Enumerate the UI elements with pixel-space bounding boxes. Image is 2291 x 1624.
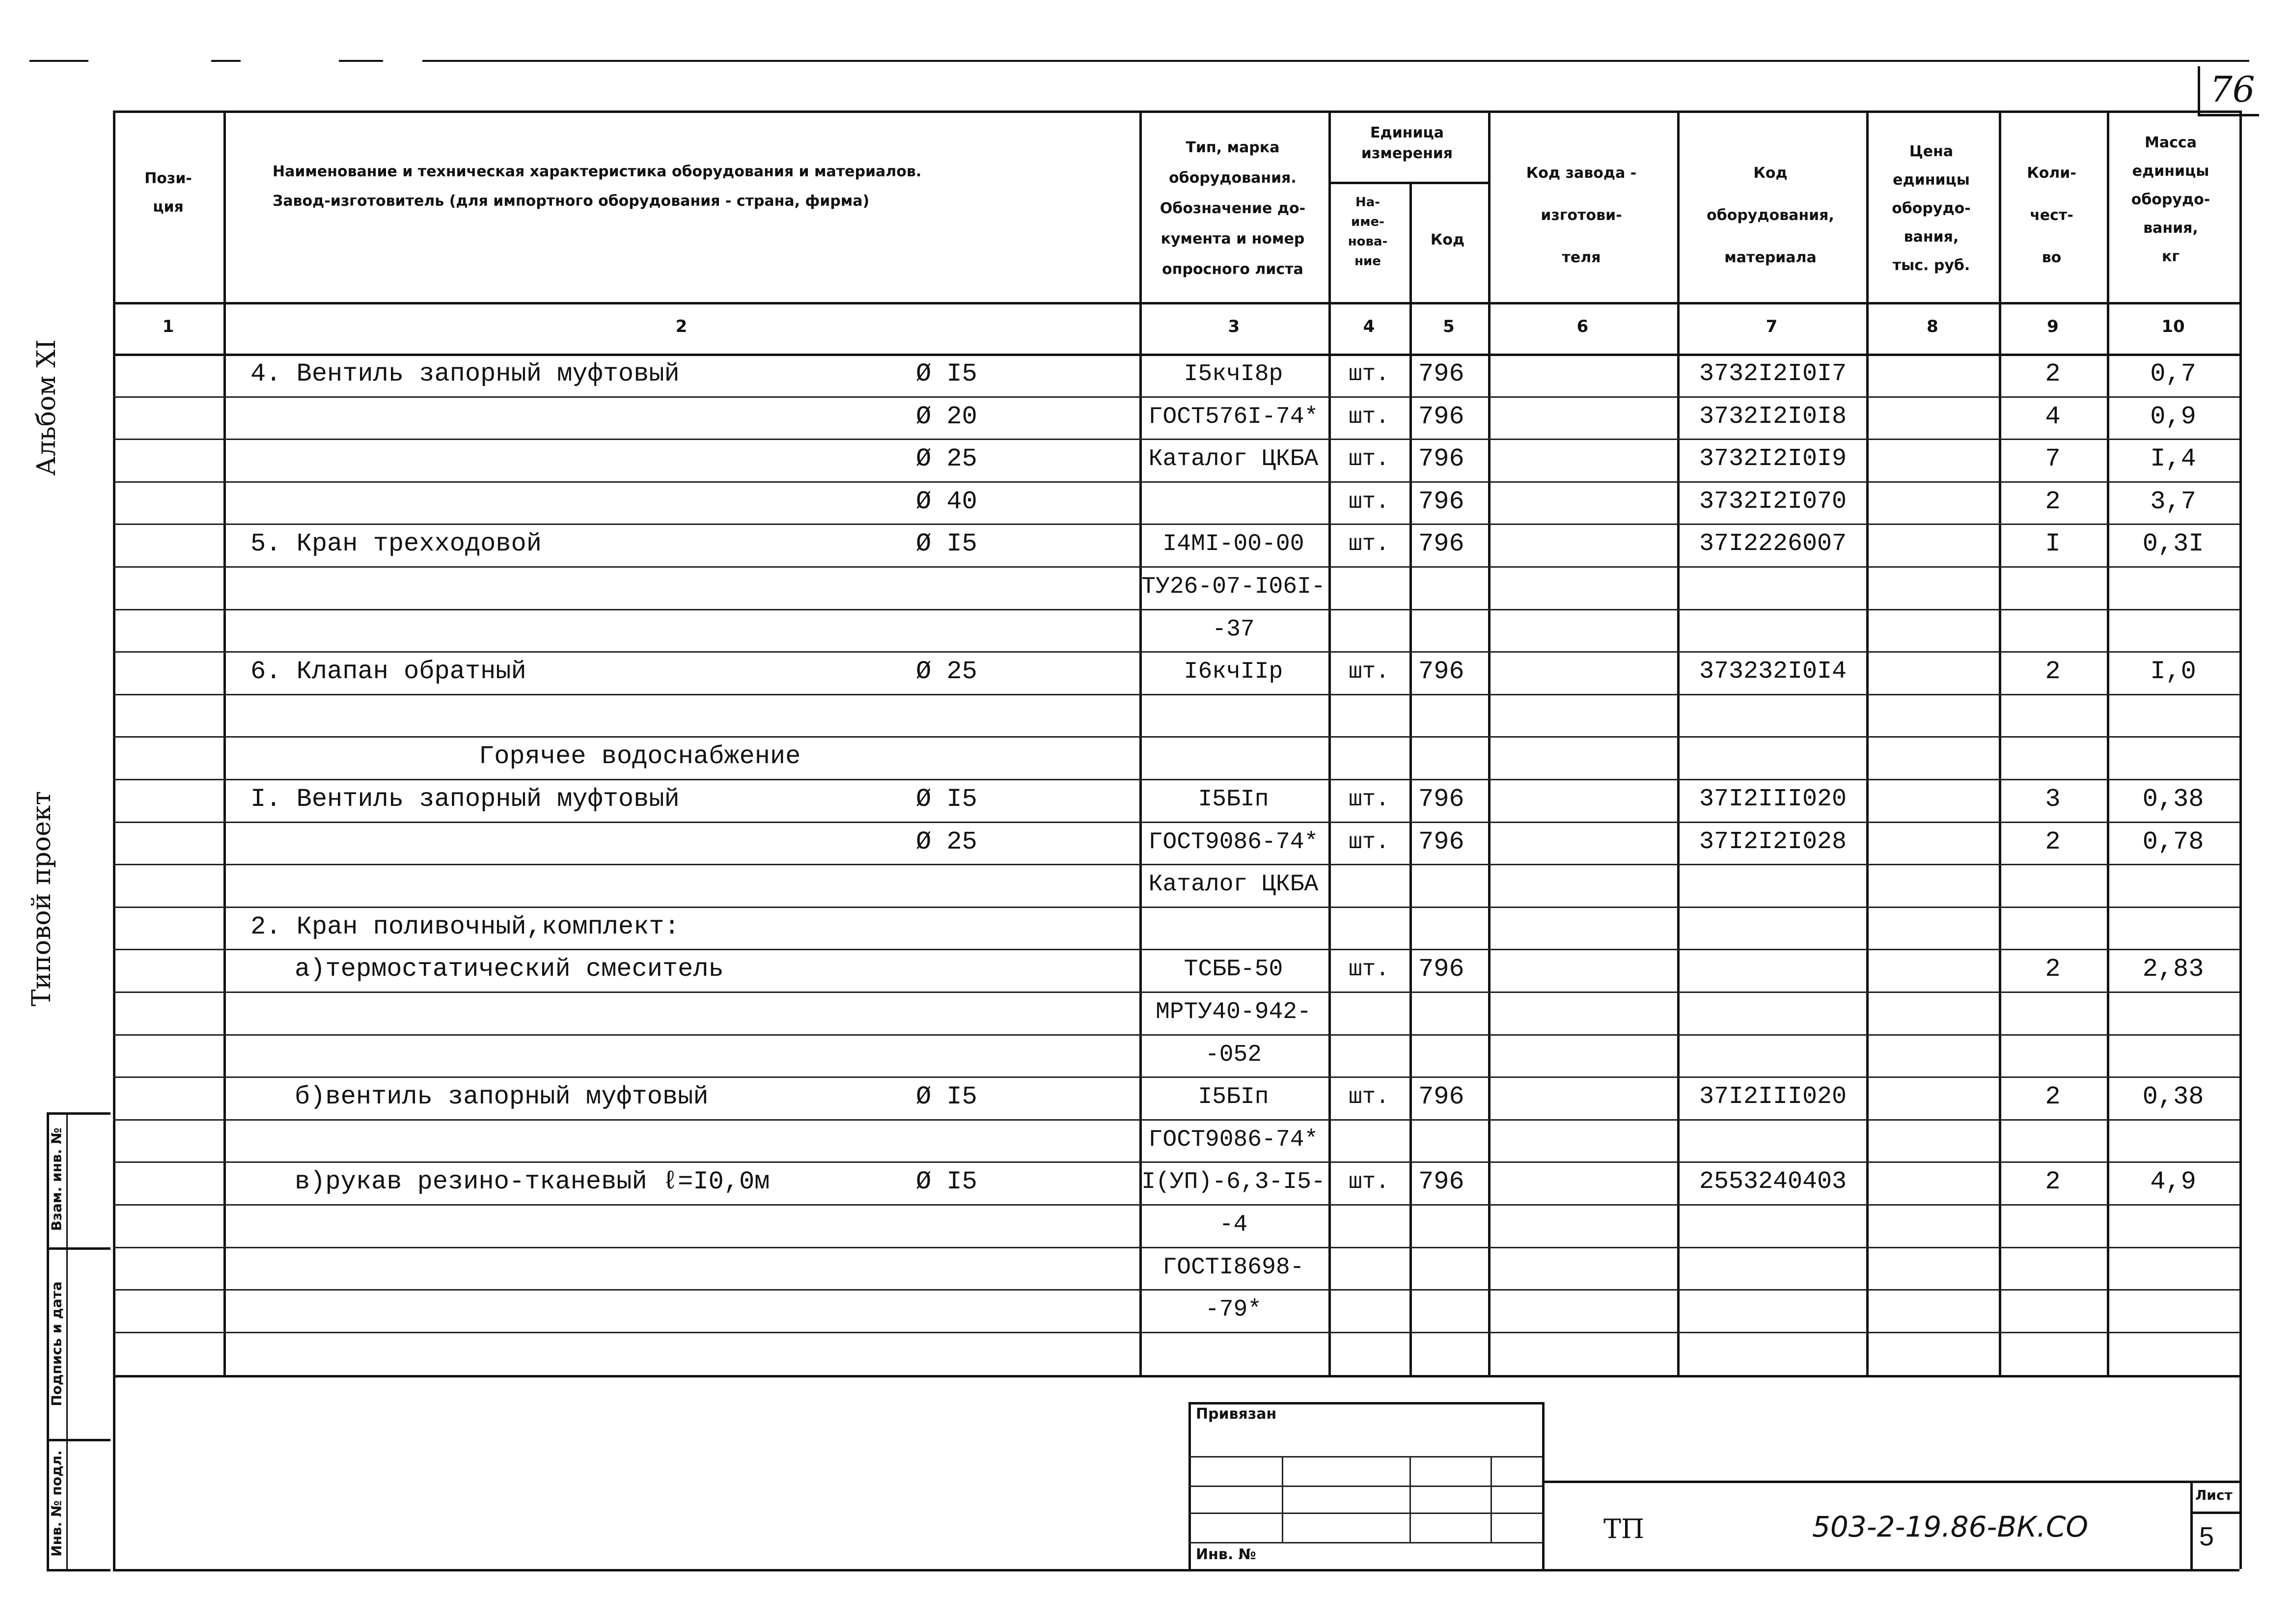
sheet-corner-number: 76 bbox=[2210, 69, 2255, 110]
tb-vline bbox=[1282, 1456, 1283, 1542]
row-type: -79* bbox=[1205, 1296, 1262, 1323]
row-mass: 0,3I bbox=[2142, 529, 2204, 558]
row-divider bbox=[113, 1204, 2239, 1206]
header-col5: Код bbox=[1430, 231, 1465, 248]
row-divider bbox=[113, 1161, 2239, 1163]
row-quantity: 2 bbox=[2045, 487, 2061, 516]
row-divider bbox=[113, 949, 2239, 950]
row-unit: шт. bbox=[1349, 446, 1389, 472]
row-diameter: Ø I5 bbox=[916, 359, 977, 388]
row-quantity: 2 bbox=[2045, 827, 2061, 856]
row-divider bbox=[113, 651, 2239, 653]
column-number: 4 bbox=[1363, 317, 1375, 336]
row-name: б)вентиль запорный муфтовый bbox=[295, 1082, 709, 1111]
row-unit: шт. bbox=[1349, 957, 1389, 982]
header-col7: Код оборудования, материала bbox=[1707, 165, 1834, 266]
title-sheet-label: Лист bbox=[2195, 1487, 2233, 1503]
row-type: ГОСТI8698- bbox=[1162, 1254, 1304, 1281]
tb-vline bbox=[1491, 1456, 1492, 1542]
row-quantity: 4 bbox=[2045, 402, 2061, 431]
row-quantity: 2 bbox=[2045, 1082, 2061, 1111]
row-divider bbox=[113, 991, 2239, 993]
tb-privyazan: Привязан bbox=[1196, 1405, 1277, 1423]
row-quantity: 2 bbox=[2045, 359, 2061, 388]
table-top-border bbox=[113, 110, 2239, 113]
row-unit-code: 796 bbox=[1418, 1082, 1464, 1111]
row-divider bbox=[113, 1119, 2239, 1121]
title-tp: ТП bbox=[1603, 1514, 1645, 1544]
row-quantity: 2 bbox=[2045, 657, 2061, 686]
row-type: -4 bbox=[1219, 1211, 1248, 1238]
row-type: I6кчIIр bbox=[1184, 659, 1283, 685]
row-diameter: Ø 25 bbox=[916, 657, 977, 686]
header-col6: Код завода - изготови- теля bbox=[1526, 165, 1637, 266]
column-number: 6 bbox=[1576, 317, 1589, 336]
row-divider bbox=[113, 481, 2239, 483]
row-unit: шт. bbox=[1349, 659, 1389, 685]
stamp-label-podpis: Подпись и дата bbox=[48, 1281, 65, 1406]
row-unit: шт. bbox=[1349, 829, 1389, 855]
row-quantity: 7 bbox=[2045, 444, 2061, 473]
row-unit: шт. bbox=[1349, 1084, 1389, 1110]
row-type: I5БIп bbox=[1198, 786, 1269, 813]
header-col8: Цена единицы оборудо- вания, тыс. руб. bbox=[1892, 143, 1971, 274]
row-material-code: 3732I2I0I7 bbox=[1699, 360, 1847, 388]
row-type: I5БIп bbox=[1198, 1084, 1269, 1110]
row-type: I(УП)-6,3-I5- bbox=[1141, 1169, 1325, 1195]
column-number: 8 bbox=[1927, 317, 1938, 336]
title-sheet-sep bbox=[2190, 1512, 2239, 1514]
header-col9: Коли- чест- во bbox=[2027, 165, 2076, 266]
row-material-code: 37I2III020 bbox=[1699, 1083, 1847, 1111]
column-divider bbox=[1488, 110, 1491, 1375]
row-type: ТУ26-07-I06I- bbox=[1141, 574, 1325, 600]
row-name: 2. Кран поливочный,комплект: bbox=[250, 912, 680, 941]
row-type: ТСББ-50 bbox=[1184, 956, 1283, 983]
stamp-col-mid bbox=[66, 1112, 68, 1571]
stamp-row-sep bbox=[47, 1247, 110, 1250]
row-divider bbox=[113, 694, 2239, 695]
row-material-code: 37I2226007 bbox=[1699, 530, 1847, 558]
header-col3: Тип, марка оборудования. Обозначение до- кумента и номер опросного листа bbox=[1159, 139, 1306, 278]
row-quantity: 2 bbox=[2045, 1167, 2061, 1196]
row-unit-code: 796 bbox=[1418, 955, 1464, 984]
row-name: 6. Клапан обратный bbox=[250, 657, 526, 686]
row-diameter: Ø I5 bbox=[916, 1082, 977, 1111]
row-name: а)термостатический смеситель bbox=[295, 955, 724, 984]
row-mass: 0,38 bbox=[2142, 785, 2204, 814]
row-material-code: 3732I2I070 bbox=[1699, 488, 1847, 516]
row-divider bbox=[113, 779, 2239, 780]
tb-line bbox=[1188, 1513, 1542, 1514]
row-unit: шт. bbox=[1349, 1169, 1389, 1195]
colnum-bottom-border bbox=[113, 354, 2239, 356]
row-material-code: 2553240403 bbox=[1699, 1168, 1847, 1196]
table-right-border bbox=[2239, 110, 2242, 1569]
row-type: I5кчI8р bbox=[1184, 361, 1283, 387]
row-material-code: 373232I0I4 bbox=[1699, 658, 1847, 686]
tb-line bbox=[1188, 1542, 1542, 1543]
stamp-label-vzam: Взам. инв. № bbox=[48, 1128, 65, 1231]
row-name: в)рукав резино-тканевый ℓ=I0,0м bbox=[295, 1167, 770, 1196]
row-unit: шт. bbox=[1349, 404, 1389, 430]
row-material-code: 37I2I2I028 bbox=[1699, 828, 1847, 856]
top-border-dash bbox=[211, 60, 241, 62]
title-block-top bbox=[1542, 1481, 2239, 1483]
sheet-bottom-border bbox=[113, 1569, 2239, 1571]
row-divider bbox=[113, 439, 2239, 440]
title-sheet-number: 5 bbox=[2199, 1522, 2214, 1551]
tb-line bbox=[1188, 1456, 1542, 1458]
side-label-album: Альбом XI bbox=[32, 339, 61, 476]
row-diameter: Ø I5 bbox=[916, 785, 977, 814]
row-unit: шт. bbox=[1349, 489, 1389, 515]
row-divider bbox=[113, 566, 2239, 568]
row-divider bbox=[113, 1247, 2239, 1248]
row-material-code: 3732I2I0I8 bbox=[1699, 403, 1847, 431]
tb-vline bbox=[1409, 1456, 1411, 1542]
row-type: -37 bbox=[1212, 616, 1255, 643]
row-unit-code: 796 bbox=[1418, 657, 1464, 686]
row-quantity: 3 bbox=[2045, 785, 2061, 814]
top-border-dash bbox=[339, 60, 383, 62]
unit-group-divider bbox=[1328, 182, 1488, 184]
column-number: 2 bbox=[675, 317, 688, 336]
stamp-row-sep bbox=[47, 1569, 110, 1571]
top-border-dash bbox=[422, 60, 2249, 62]
row-divider bbox=[113, 822, 2239, 823]
row-quantity: 2 bbox=[2045, 955, 2061, 984]
row-diameter: Ø 25 bbox=[916, 444, 977, 473]
title-sheet-left bbox=[2190, 1481, 2193, 1571]
row-type: I4МI-00-00 bbox=[1162, 531, 1304, 557]
column-divider bbox=[1677, 110, 1680, 1375]
row-unit-code: 796 bbox=[1418, 402, 1464, 431]
row-divider bbox=[113, 523, 2239, 525]
row-material-code: 37I2III020 bbox=[1699, 785, 1847, 813]
row-diameter: Ø 20 bbox=[916, 402, 977, 431]
row-diameter: Ø I5 bbox=[916, 529, 977, 558]
row-name: I. Вентиль запорный муфтовый bbox=[250, 785, 680, 814]
row-type: Каталог ЦКБА bbox=[1148, 446, 1319, 472]
column-divider bbox=[1866, 110, 1869, 1375]
corner-box-left bbox=[2198, 66, 2200, 115]
row-name: Горячее водоснабжение bbox=[479, 742, 801, 771]
title-doc-code: 503-2-19.86-ВК.СО bbox=[1812, 1510, 2088, 1543]
tb-box-right bbox=[1542, 1402, 1545, 1571]
tb-line bbox=[1188, 1486, 1542, 1487]
row-type: МРТУ40-942- bbox=[1156, 999, 1311, 1025]
header-unit-group: Единица измерения bbox=[1361, 124, 1453, 162]
row-unit-code: 796 bbox=[1418, 444, 1464, 473]
column-number: 10 bbox=[2161, 317, 2185, 336]
row-unit-code: 796 bbox=[1418, 785, 1464, 814]
row-type: ГОСТ9086-74* bbox=[1148, 1127, 1319, 1153]
tb-inv-no: Инв. № bbox=[1196, 1546, 1256, 1563]
row-unit: шт. bbox=[1349, 531, 1389, 557]
row-type: ГОСТ9086-74* bbox=[1148, 829, 1319, 855]
row-divider bbox=[113, 1332, 2239, 1333]
row-unit-code: 796 bbox=[1418, 359, 1464, 388]
row-mass: 0,7 bbox=[2150, 359, 2196, 388]
row-name: 4. Вентиль запорный муфтовый bbox=[250, 359, 680, 388]
row-material-code: 3732I2I0I9 bbox=[1699, 445, 1847, 473]
column-divider bbox=[1409, 182, 1412, 1375]
row-divider bbox=[113, 396, 2239, 398]
row-mass: 0,9 bbox=[2150, 402, 2196, 431]
header-col10: Масса единицы оборудо- вания, кг bbox=[2131, 134, 2210, 265]
header-bottom-border bbox=[113, 302, 2239, 304]
column-number: 7 bbox=[1766, 317, 1778, 336]
column-divider bbox=[223, 110, 226, 1375]
row-mass: 0,78 bbox=[2142, 827, 2204, 856]
row-mass: 3,7 bbox=[2150, 487, 2196, 516]
row-divider bbox=[113, 1034, 2239, 1036]
row-unit-code: 796 bbox=[1418, 827, 1464, 856]
column-number: 9 bbox=[2047, 317, 2059, 336]
row-quantity: I bbox=[2045, 529, 2061, 558]
row-diameter: Ø 25 bbox=[916, 827, 977, 856]
column-number: 3 bbox=[1228, 317, 1240, 336]
row-mass: 2,83 bbox=[2142, 955, 2204, 984]
row-name: 5. Кран трехходовой bbox=[250, 529, 542, 558]
row-unit: шт. bbox=[1349, 361, 1389, 387]
header-col1: Пози- ция bbox=[144, 170, 192, 216]
top-border-dash bbox=[29, 60, 88, 62]
row-unit-code: 796 bbox=[1418, 1167, 1464, 1196]
row-divider bbox=[113, 1076, 2239, 1078]
header-col2: Наименование и техническая характеристика оборудования и материалов. Завод-изготовитель (для импортного оборудования - страна, фирма) bbox=[273, 163, 922, 210]
row-mass: I,0 bbox=[2150, 657, 2196, 686]
column-number: 5 bbox=[1443, 317, 1455, 336]
row-unit: шт. bbox=[1349, 787, 1389, 812]
row-unit-code: 796 bbox=[1418, 529, 1464, 558]
row-type: ГОСТ576I-74* bbox=[1148, 404, 1319, 430]
tb-box-top bbox=[1188, 1402, 1545, 1404]
row-diameter: Ø I5 bbox=[916, 1167, 977, 1196]
row-divider bbox=[113, 907, 2239, 908]
row-mass: 4,9 bbox=[2150, 1167, 2196, 1196]
side-label-project: Типовой проект bbox=[27, 791, 56, 1007]
row-mass: 0,38 bbox=[2142, 1082, 2204, 1111]
corner-box-bottom bbox=[2198, 114, 2259, 116]
row-unit-code: 796 bbox=[1418, 487, 1464, 516]
header-col4: На- име- нова- ние bbox=[1348, 195, 1388, 269]
column-number: 1 bbox=[162, 317, 174, 336]
stamp-label-inv: Инв. № подл. bbox=[48, 1450, 65, 1557]
table-body-bottom bbox=[113, 1375, 2239, 1377]
row-divider bbox=[113, 609, 2239, 610]
row-type: -052 bbox=[1205, 1042, 1262, 1068]
row-type: Каталог ЦКБА bbox=[1148, 871, 1319, 898]
row-divider bbox=[113, 736, 2239, 738]
row-divider bbox=[113, 864, 2239, 865]
row-mass: I,4 bbox=[2150, 444, 2196, 473]
row-diameter: Ø 40 bbox=[916, 487, 977, 516]
row-divider bbox=[113, 1289, 2239, 1291]
